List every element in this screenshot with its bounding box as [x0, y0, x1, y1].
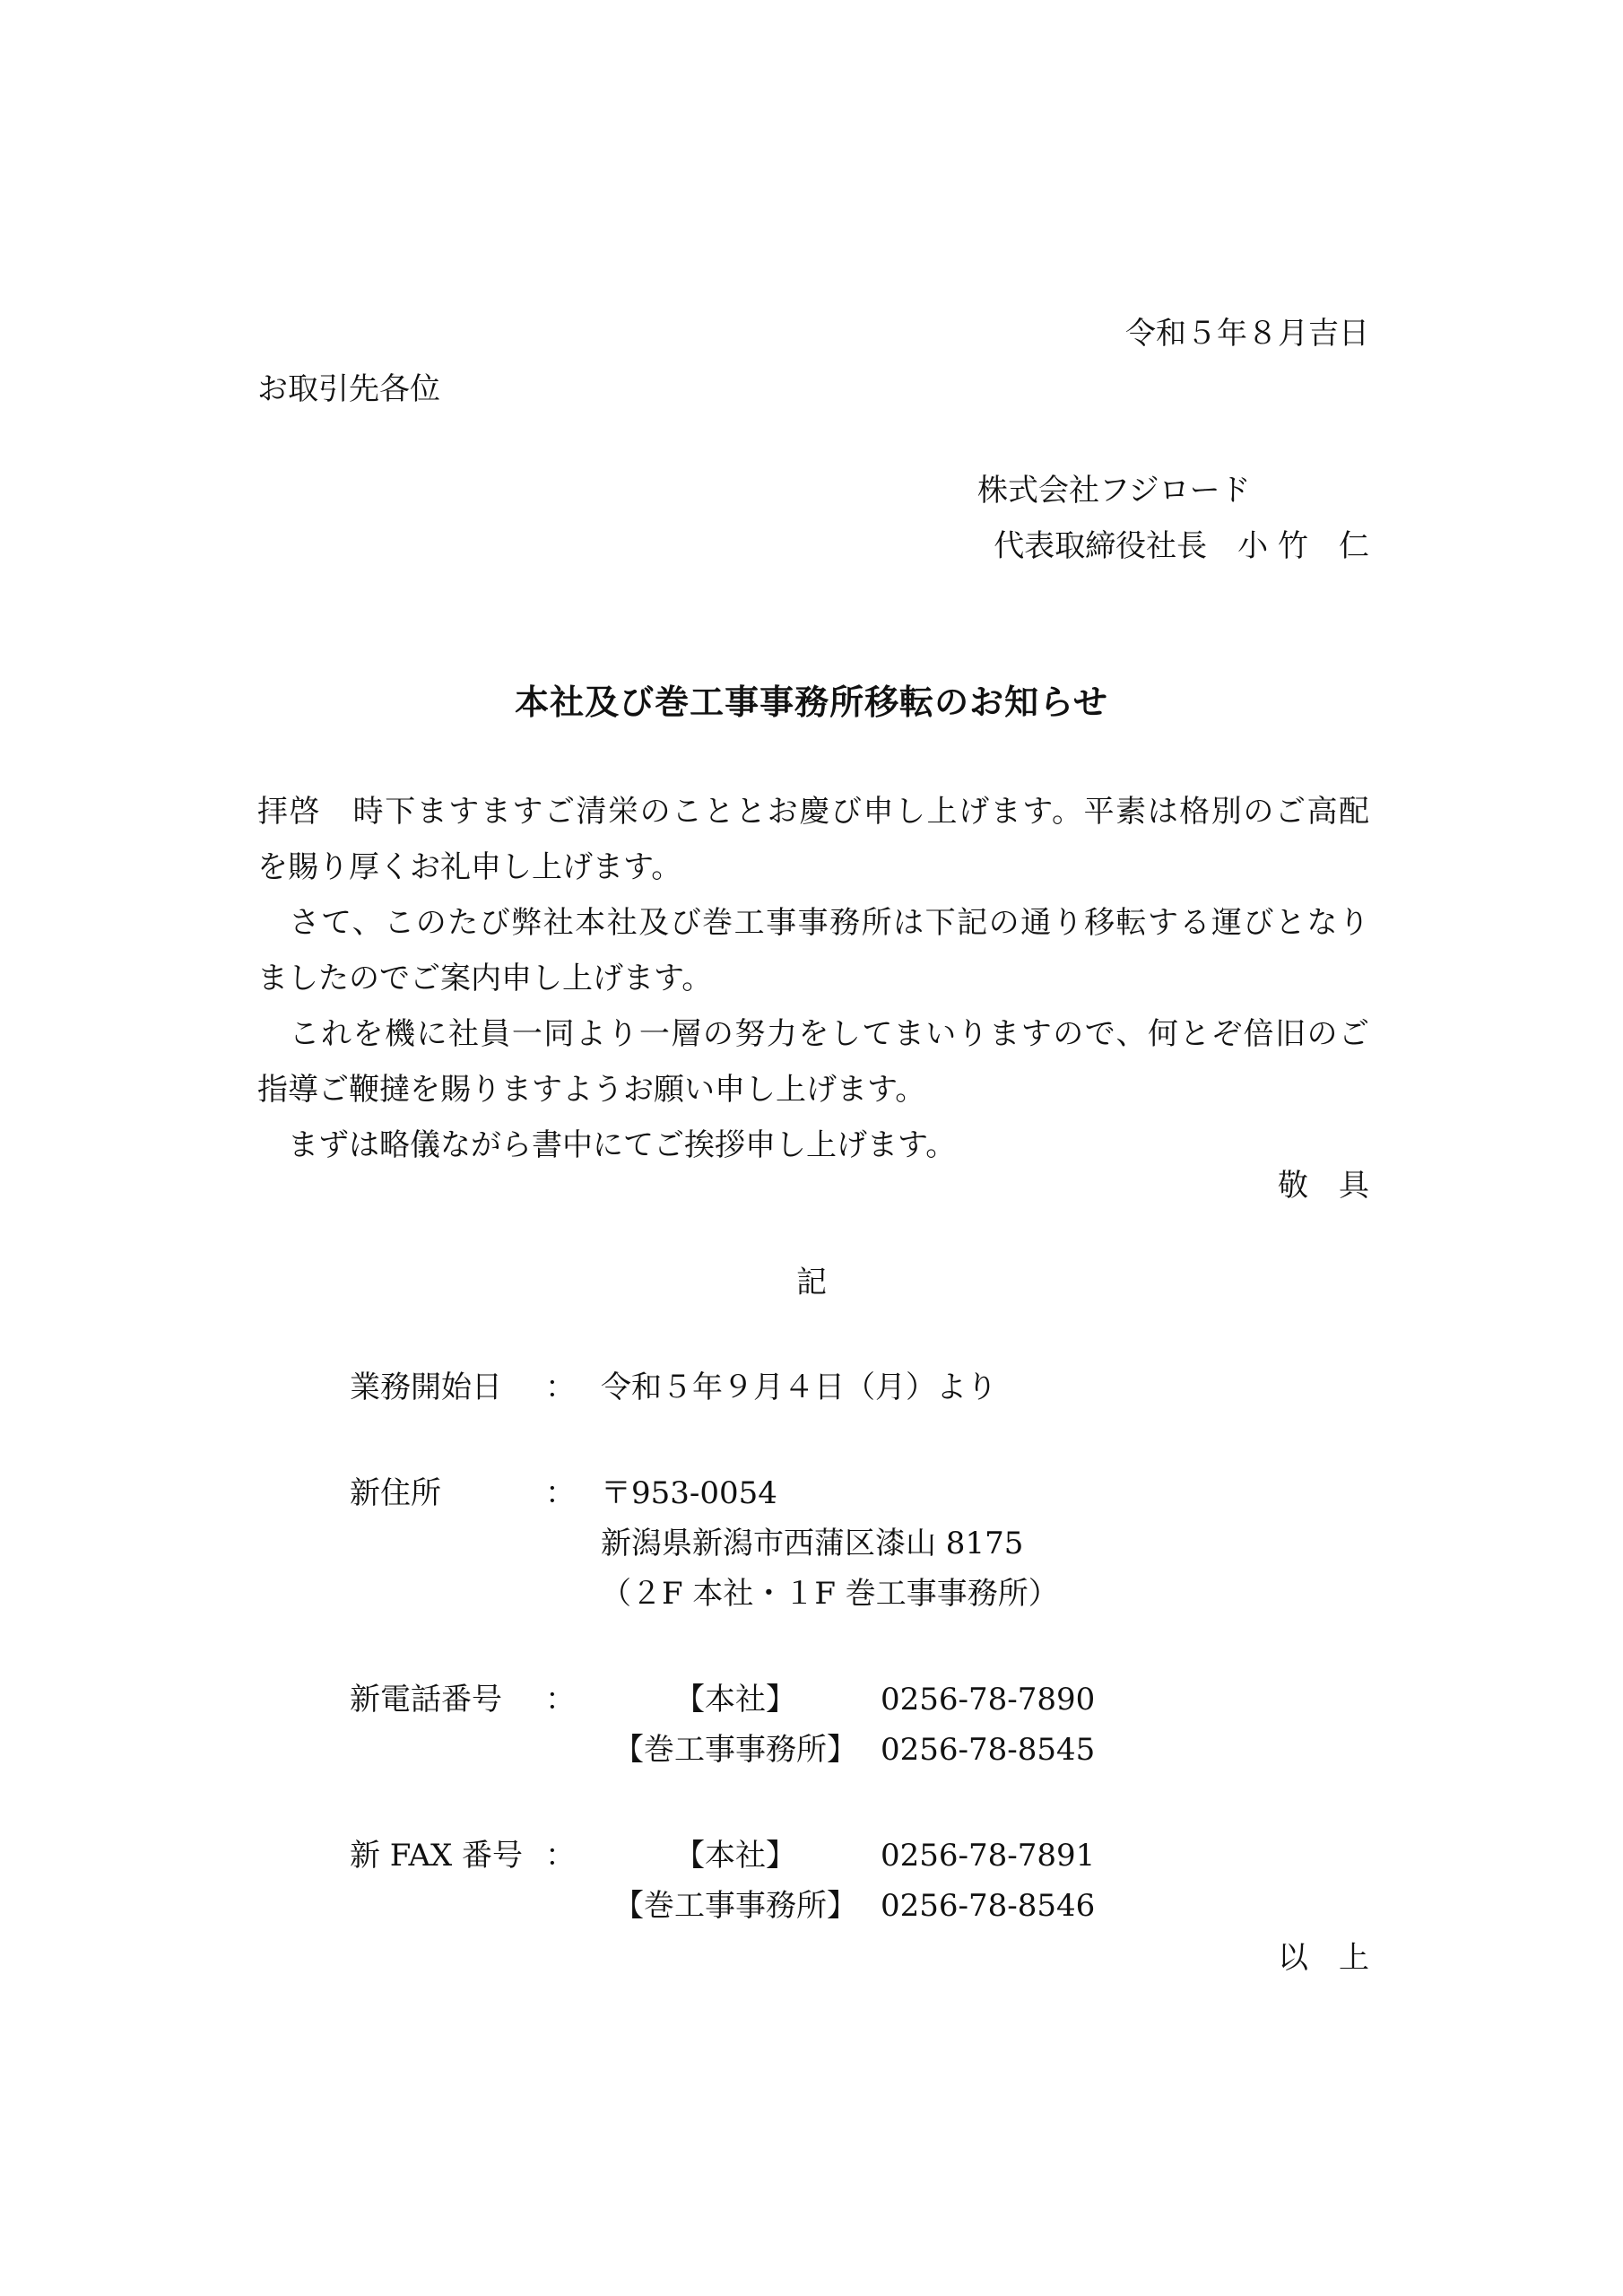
fax-colon: ：: [545, 1838, 576, 1874]
body-line: まずは略儀ながら書中にてご挨拶申し上げます。: [257, 1127, 957, 1163]
fax-office-maki: 【巻工事事務所】: [613, 1888, 857, 1924]
phone-number-head: 0256-78-7890: [881, 1682, 1096, 1718]
body-line: 指導ご鞭撻を賜りますようお願い申し上げます。: [257, 1072, 926, 1108]
postal-code: 〒953-0054: [601, 1475, 777, 1511]
phone-office-head: 【本社】: [674, 1682, 796, 1718]
new-address-colon: ：: [545, 1475, 576, 1511]
start-date-value: 令和５年９月４日（月）より: [601, 1370, 997, 1405]
body-line: さて、このたび弊社本社及び巻工事事務所は下記の通り移転する運びとなり: [257, 905, 1369, 941]
fax-number-maki: 0256-78-8546: [881, 1888, 1096, 1924]
phone-number-maki: 0256-78-8545: [881, 1732, 1096, 1768]
sender-representative: 代表取締役社長 小 竹 仁: [994, 528, 1369, 564]
phone-label: 新電話番号: [350, 1682, 502, 1718]
closing-ijou: 以 上: [1278, 1940, 1369, 1976]
addressee: お取引先各位: [257, 371, 440, 407]
fax-label: 新 FAX 番号: [350, 1838, 524, 1874]
body-line: を賜り厚くお礼申し上げます。: [257, 849, 682, 885]
phone-office-maki: 【巻工事事務所】: [613, 1732, 857, 1768]
start-date-label: 業務開始日: [350, 1370, 502, 1405]
fax-office-head: 【本社】: [674, 1838, 796, 1874]
body-line: 拝啓 時下ますますご清栄のこととお慶び申し上げます。平素は格別のご高配: [257, 794, 1369, 830]
body-line: これを機に社員一同より一層の努力をしてまいりますので、何とぞ倍旧のご: [257, 1016, 1369, 1052]
start-date-colon: ：: [545, 1370, 576, 1405]
ki-heading: 記: [796, 1265, 827, 1300]
letter-date: 令和５年８月吉日: [1125, 316, 1369, 352]
street-address: 新潟県新潟市西蒲区漆山 8175: [601, 1526, 1024, 1561]
sender-company: 株式会社フジロード: [977, 473, 1251, 509]
new-address-label: 新住所: [350, 1475, 441, 1511]
address-note: （２F 本社・１F 巻工事事務所）: [601, 1576, 1059, 1612]
phone-colon: ：: [545, 1682, 576, 1718]
body-line: ましたのでご案内申し上げます。: [257, 961, 713, 996]
document-title: 本社及び巻工事事務所移転のお知らせ: [515, 682, 1108, 722]
closing-keigu: 敬 具: [1278, 1168, 1369, 1204]
fax-number-head: 0256-78-7891: [881, 1838, 1096, 1874]
